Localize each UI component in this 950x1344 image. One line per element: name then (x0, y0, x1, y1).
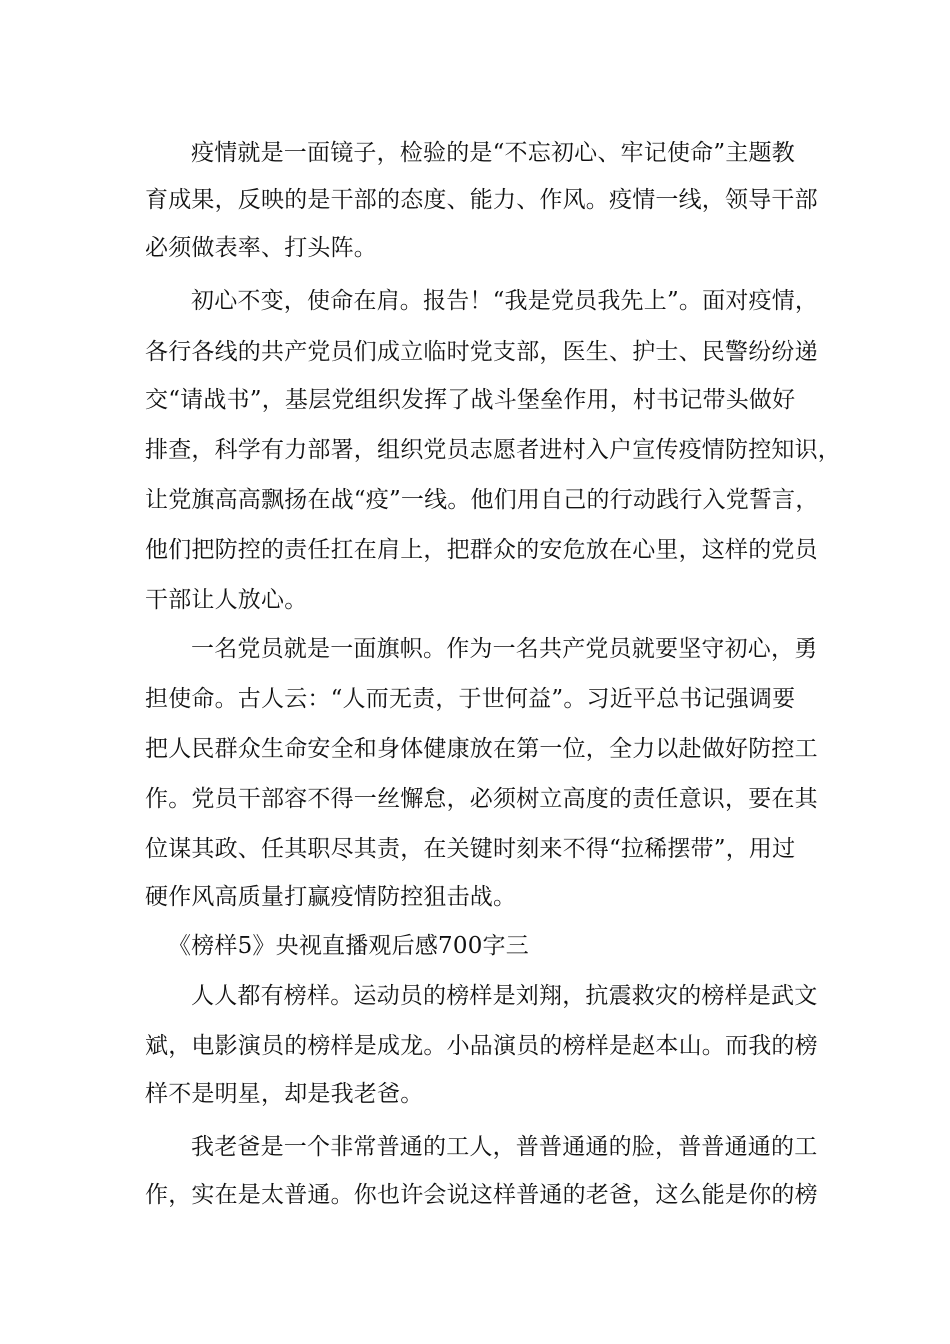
paragraph-4-line-1: 人人都有榜样。运动员的榜样是刘翔，抗震救灾的榜样是武文 (191, 983, 818, 1009)
paragraph-2-line-3: 交“请战书”，基层党组织发挥了战斗堡垒作用，村书记带头做好 (145, 387, 796, 413)
paragraph-3-line-3: 把人民群众生命安全和身体健康放在第一位，全力以赴做好防控工 (145, 736, 818, 762)
paragraph-4-line-3: 样不是明星，却是我老爸。 (145, 1081, 424, 1107)
paragraph-4-line-2: 斌，电影演员的榜样是成龙。小品演员的榜样是赵本山。而我的榜 (145, 1033, 818, 1059)
paragraph-2-line-1: 初心不变，使命在肩。报告！“我是党员我先上”。面对疫情， (191, 288, 819, 314)
paragraph-3-line-6: 硬作风高质量打赢疫情防控狙击战。 (145, 884, 517, 910)
paragraph-2-line-2: 各行各线的共产党员们成立临时党支部，医生、护士、民警纷纷递 (145, 339, 818, 365)
paragraph-2-line-5: 让党旗高高飘扬在战“疫”一线。他们用自己的行动践行入党誓言， (145, 487, 819, 513)
paragraph-5-line-1: 我老爸是一个非常普通的工人，普普通通的脸，普普通通的工 (191, 1134, 818, 1160)
paragraph-2-line-6: 他们把防控的责任扛在肩上，把群众的安危放在心里，这样的党员 (145, 537, 818, 563)
paragraph-1-line-3: 必须做表率、打头阵。 (145, 235, 377, 261)
paragraph-1-line-1: 疫情就是一面镜子，检验的是“不忘初心、牢记使命”主题教 (191, 140, 795, 166)
section-heading: 《榜样5》央视直播观后感700字三 (168, 933, 529, 959)
paragraph-2-line-7: 干部让人放心。 (145, 587, 308, 613)
paragraph-3-line-5: 位谋其政、任其职尽其责，在关键时刻来不得“拉稀摆带”，用过 (145, 836, 796, 862)
paragraph-3-line-2: 担使命。古人云：“人而无责，于世何益”。习近平总书记强调要 (145, 686, 796, 712)
paragraph-3-line-1: 一名党员就是一面旗帜。作为一名共产党员就要坚守初心，勇 (191, 636, 818, 662)
paragraph-3-line-4: 作。党员干部容不得一丝懈怠，必须树立高度的责任意识，要在其 (145, 786, 818, 812)
paragraph-5-line-2: 作，实在是太普通。你也许会说这样普通的老爸，这么能是你的榜 (145, 1182, 818, 1208)
paragraph-1-line-2: 育成果，反映的是干部的态度、能力、作风。疫情一线，领导干部 (145, 187, 818, 213)
paragraph-2-line-4: 排查，科学有力部署，组织党员志愿者进村入户宣传疫情防控知识， (145, 437, 841, 463)
